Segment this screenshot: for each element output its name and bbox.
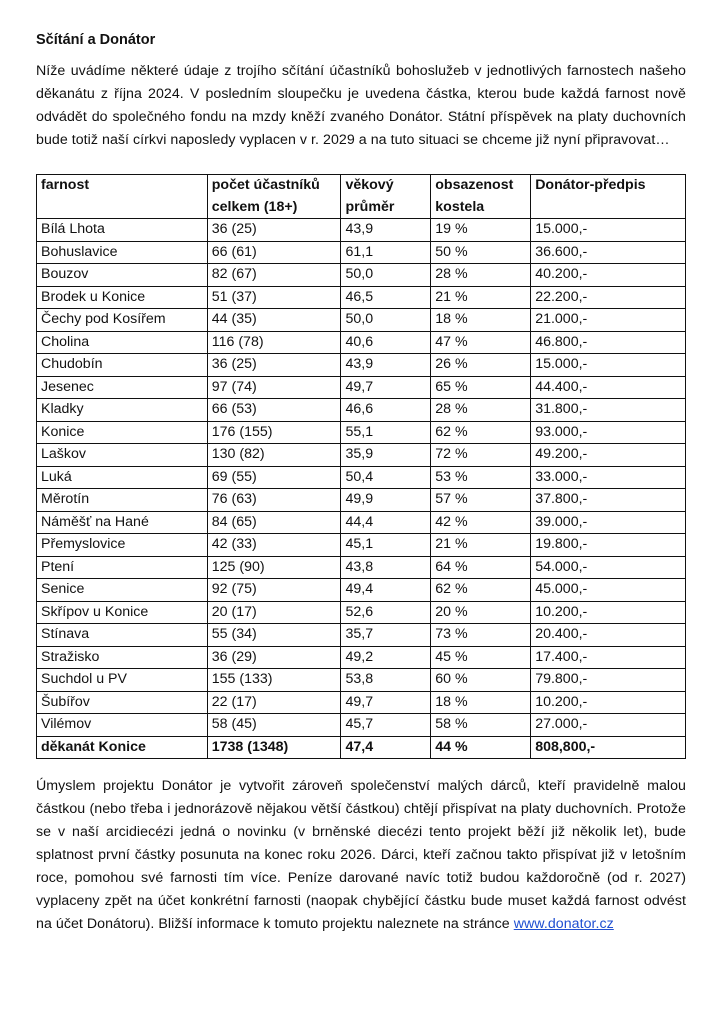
cell-donator: 22.200,- xyxy=(531,286,686,309)
table-row xyxy=(37,579,686,602)
cell-donator: 54.000,- xyxy=(531,556,686,579)
cell-pocet: 130 (82) xyxy=(207,444,341,467)
table-row xyxy=(37,399,686,422)
cell-vek: 45,1 xyxy=(341,534,431,557)
cell-donator: 19.800,- xyxy=(531,534,686,557)
header-obsazenost: obsazenost kostela xyxy=(431,175,531,219)
cell-donator: 46.800,- xyxy=(531,331,686,354)
cell-donator: 27.000,- xyxy=(531,714,686,737)
table-row xyxy=(37,489,686,512)
cell-obsazenost: 18 % xyxy=(431,691,531,714)
table-total-row xyxy=(37,736,686,759)
total-cell-vek: 47,4 xyxy=(341,736,431,759)
cell-vek: 46,6 xyxy=(341,399,431,422)
cell-donator: 15.000,- xyxy=(531,219,686,242)
cell-donator: 10.200,- xyxy=(531,691,686,714)
cell-donator: 93.000,- xyxy=(531,421,686,444)
cell-donator: 39.000,- xyxy=(531,511,686,534)
cell-obsazenost: 26 % xyxy=(431,354,531,377)
table-body xyxy=(37,219,686,759)
cell-vek: 50,0 xyxy=(341,264,431,287)
cell-vek: 35,9 xyxy=(341,444,431,467)
cell-farnost: Stražisko xyxy=(37,646,208,669)
cell-pocet: 66 (61) xyxy=(207,241,341,264)
cell-pocet: 36 (25) xyxy=(207,219,341,242)
census-table xyxy=(36,174,686,759)
cell-obsazenost: 64 % xyxy=(431,556,531,579)
cell-obsazenost: 18 % xyxy=(431,309,531,332)
closing-text: Úmyslem projektu Donátor je vytvořit zároveň společenství malých dárců, kteří pravidelně malou částkou (nebo třeba i jednorázově nějakou větší částkou) chtějí přispívat na platy duchovních. Protože se v naší arcidiecézi jedná o novinku (v brněnské diecézi tento projekt běží již několik let), bude splatnost první částky posunuta na konec roku 2026. Dárci, kteří začnou takto přispívat již v letošním roce, pomohou své farnosti tím více. Peníze darované navíc totiž budou každoročně (od r. 2027) vyplaceny zpět na účet konkrétní farnosti (naopak chybějící částku bude muset každá farnost odvést na účet Donátoru). Bližší informace k tomuto projektu naleznete na stránce xyxy=(36,778,686,932)
cell-vek: 43,9 xyxy=(341,219,431,242)
cell-farnost: Měrotín xyxy=(37,489,208,512)
table-row xyxy=(37,714,686,737)
cell-vek: 55,1 xyxy=(341,421,431,444)
table-row xyxy=(37,691,686,714)
table-row xyxy=(37,444,686,467)
cell-farnost: Stínava xyxy=(37,624,208,647)
cell-pocet: 176 (155) xyxy=(207,421,341,444)
cell-vek: 53,8 xyxy=(341,669,431,692)
cell-obsazenost: 21 % xyxy=(431,286,531,309)
cell-donator: 37.800,- xyxy=(531,489,686,512)
cell-vek: 50,4 xyxy=(341,466,431,489)
cell-obsazenost: 20 % xyxy=(431,601,531,624)
cell-vek: 35,7 xyxy=(341,624,431,647)
cell-donator: 79.800,- xyxy=(531,669,686,692)
cell-pocet: 97 (74) xyxy=(207,376,341,399)
cell-pocet: 125 (90) xyxy=(207,556,341,579)
cell-donator: 49.200,- xyxy=(531,444,686,467)
cell-farnost: Bohuslavice xyxy=(37,241,208,264)
cell-pocet: 82 (67) xyxy=(207,264,341,287)
document-title: Sčítání a Donátor xyxy=(36,32,156,48)
table-row xyxy=(37,669,686,692)
cell-donator: 15.000,- xyxy=(531,354,686,377)
table-row xyxy=(37,421,686,444)
table-row xyxy=(37,624,686,647)
cell-vek: 46,5 xyxy=(341,286,431,309)
intro-paragraph: Níže uvádíme některé údaje z trojího sčítání účastníků bohoslužeb v jednotlivých farnostech našeho děkanátu z října 2024. V posledním sloupečku je uvedena částka, kterou bude každá farnost nově odvádět do společného fondu na mzdy kněží zvaného Donátor. Státní příspěvek na platy duchovních bude totiž naší církvi naposledy vyplacen v r. 2029 a na tuto situaci se chceme již nyní připravovat… xyxy=(36,63,686,148)
cell-obsazenost: 47 % xyxy=(431,331,531,354)
cell-pocet: 69 (55) xyxy=(207,466,341,489)
cell-farnost: Suchdol u PV xyxy=(37,669,208,692)
table-row xyxy=(37,466,686,489)
cell-farnost: Laškov xyxy=(37,444,208,467)
cell-pocet: 36 (25) xyxy=(207,354,341,377)
cell-donator: 36.600,- xyxy=(531,241,686,264)
total-cell-obsazenost: 44 % xyxy=(431,736,531,759)
total-cell-donator: 808,800,- xyxy=(531,736,686,759)
table-row xyxy=(37,646,686,669)
cell-pocet: 55 (34) xyxy=(207,624,341,647)
cell-vek: 43,8 xyxy=(341,556,431,579)
cell-obsazenost: 62 % xyxy=(431,579,531,602)
cell-donator: 21.000,- xyxy=(531,309,686,332)
cell-farnost: Přemyslovice xyxy=(37,534,208,557)
table-row xyxy=(37,219,686,242)
document-page xyxy=(36,30,686,936)
cell-obsazenost: 72 % xyxy=(431,444,531,467)
header-vekovy-prumer: věkový průměr xyxy=(341,175,431,219)
cell-vek: 52,6 xyxy=(341,601,431,624)
cell-donator: 40.200,- xyxy=(531,264,686,287)
table-row xyxy=(37,556,686,579)
cell-farnost: Ptení xyxy=(37,556,208,579)
cell-pocet: 84 (65) xyxy=(207,511,341,534)
table-row xyxy=(37,534,686,557)
cell-vek: 43,9 xyxy=(341,354,431,377)
cell-farnost: Luká xyxy=(37,466,208,489)
cell-obsazenost: 21 % xyxy=(431,534,531,557)
cell-farnost: Bouzov xyxy=(37,264,208,287)
table-row xyxy=(37,286,686,309)
header-pocet-ucastniku: počet účastníků celkem (18+) xyxy=(207,175,341,219)
cell-pocet: 42 (33) xyxy=(207,534,341,557)
cell-pocet: 51 (37) xyxy=(207,286,341,309)
cell-farnost: Senice xyxy=(37,579,208,602)
cell-vek: 49,4 xyxy=(341,579,431,602)
cell-obsazenost: 57 % xyxy=(431,489,531,512)
cell-obsazenost: 19 % xyxy=(431,219,531,242)
donator-link[interactable]: www.donator.cz xyxy=(513,916,614,932)
cell-vek: 49,2 xyxy=(341,646,431,669)
total-cell-pocet: 1738 (1348) xyxy=(207,736,341,759)
cell-vek: 44,4 xyxy=(341,511,431,534)
cell-farnost: Náměšť na Hané xyxy=(37,511,208,534)
cell-obsazenost: 60 % xyxy=(431,669,531,692)
cell-donator: 10.200,- xyxy=(531,601,686,624)
total-cell-farnost: děkanát Konice xyxy=(37,736,208,759)
cell-pocet: 155 (133) xyxy=(207,669,341,692)
cell-obsazenost: 62 % xyxy=(431,421,531,444)
cell-pocet: 36 (29) xyxy=(207,646,341,669)
cell-farnost: Vilémov xyxy=(37,714,208,737)
cell-vek: 49,9 xyxy=(341,489,431,512)
cell-farnost: Bílá Lhota xyxy=(37,219,208,242)
cell-farnost: Brodek u Konice xyxy=(37,286,208,309)
cell-pocet: 20 (17) xyxy=(207,601,341,624)
table-row xyxy=(37,601,686,624)
cell-pocet: 92 (75) xyxy=(207,579,341,602)
cell-pocet: 76 (63) xyxy=(207,489,341,512)
cell-pocet: 22 (17) xyxy=(207,691,341,714)
cell-obsazenost: 28 % xyxy=(431,264,531,287)
closing-paragraph xyxy=(36,775,686,936)
cell-pocet: 44 (35) xyxy=(207,309,341,332)
table-row xyxy=(37,241,686,264)
cell-vek: 45,7 xyxy=(341,714,431,737)
cell-vek: 40,6 xyxy=(341,331,431,354)
cell-donator: 33.000,- xyxy=(531,466,686,489)
cell-donator: 20.400,- xyxy=(531,624,686,647)
cell-donator: 45.000,- xyxy=(531,579,686,602)
cell-farnost: Skřípov u Konice xyxy=(37,601,208,624)
cell-vek: 49,7 xyxy=(341,691,431,714)
cell-farnost: Šubířov xyxy=(37,691,208,714)
cell-farnost: Chudobín xyxy=(37,354,208,377)
cell-farnost: Čechy pod Kosířem xyxy=(37,309,208,332)
header-row xyxy=(37,175,686,219)
cell-pocet: 58 (45) xyxy=(207,714,341,737)
table-row xyxy=(37,376,686,399)
table-row xyxy=(37,511,686,534)
cell-vek: 50,0 xyxy=(341,309,431,332)
table-row xyxy=(37,331,686,354)
cell-vek: 49,7 xyxy=(341,376,431,399)
cell-obsazenost: 50 % xyxy=(431,241,531,264)
cell-farnost: Konice xyxy=(37,421,208,444)
cell-pocet: 116 (78) xyxy=(207,331,341,354)
cell-obsazenost: 65 % xyxy=(431,376,531,399)
table-header xyxy=(37,175,686,219)
cell-obsazenost: 42 % xyxy=(431,511,531,534)
cell-obsazenost: 58 % xyxy=(431,714,531,737)
header-donator-predpis: Donátor-předpis xyxy=(531,175,686,219)
header-farnost: farnost xyxy=(37,175,208,219)
cell-farnost: Cholina xyxy=(37,331,208,354)
table-row xyxy=(37,354,686,377)
table-row xyxy=(37,264,686,287)
cell-vek: 61,1 xyxy=(341,241,431,264)
cell-donator: 31.800,- xyxy=(531,399,686,422)
cell-donator: 17.400,- xyxy=(531,646,686,669)
cell-obsazenost: 53 % xyxy=(431,466,531,489)
cell-pocet: 66 (53) xyxy=(207,399,341,422)
cell-farnost: Kladky xyxy=(37,399,208,422)
cell-farnost: Jesenec xyxy=(37,376,208,399)
cell-obsazenost: 73 % xyxy=(431,624,531,647)
table-row xyxy=(37,309,686,332)
cell-donator: 44.400,- xyxy=(531,376,686,399)
cell-obsazenost: 28 % xyxy=(431,399,531,422)
cell-obsazenost: 45 % xyxy=(431,646,531,669)
